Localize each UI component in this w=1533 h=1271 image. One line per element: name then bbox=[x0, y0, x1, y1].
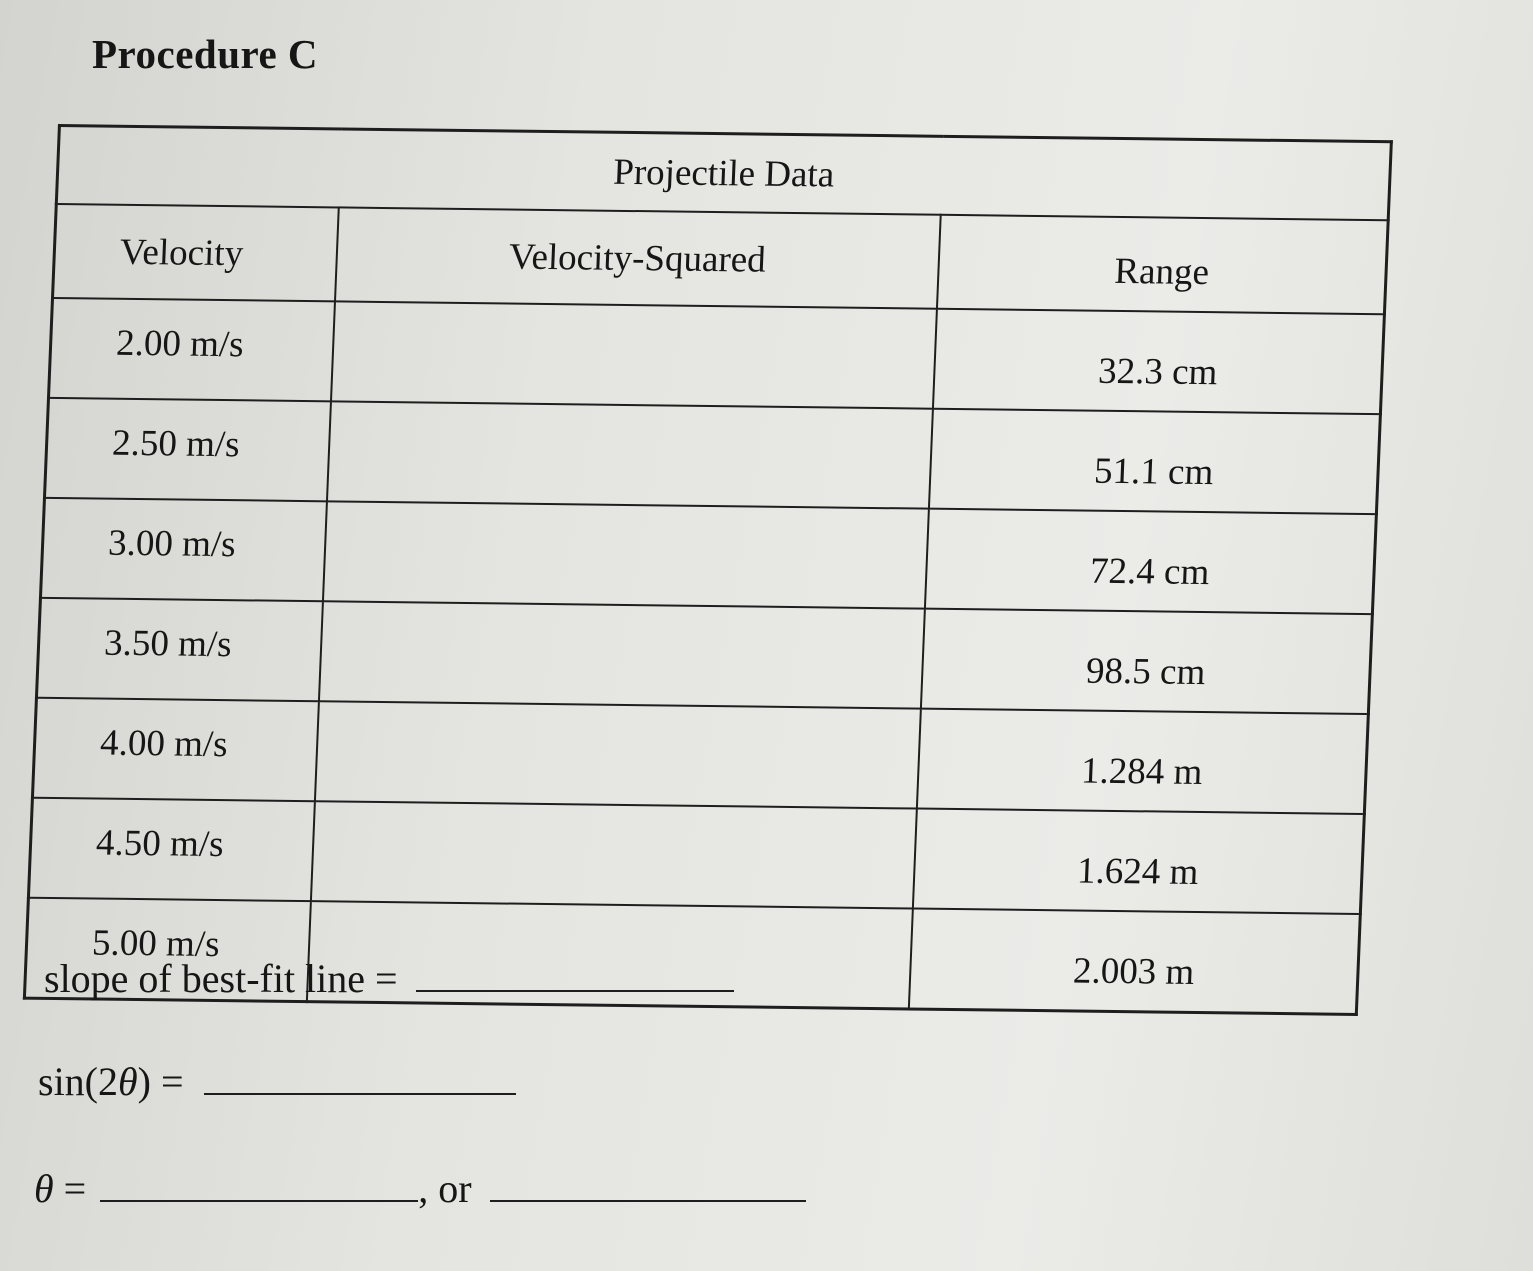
velocity-cell: 3.50 m/s bbox=[36, 598, 322, 701]
table-row bbox=[48, 298, 1384, 414]
projectile-data-table bbox=[23, 124, 1393, 1016]
table-header-row bbox=[53, 204, 1389, 314]
theta-answer-blank-2[interactable] bbox=[490, 1170, 806, 1202]
range-cell: 32.3 cm bbox=[932, 309, 1384, 414]
range-cell: 51.1 cm bbox=[928, 409, 1380, 514]
velocity-squared-cell[interactable] bbox=[330, 301, 936, 408]
theta-symbol: θ bbox=[34, 1166, 54, 1211]
table-row bbox=[40, 498, 1376, 614]
velocity-squared-cell[interactable] bbox=[326, 401, 932, 508]
projectile-data-table-wrapper bbox=[23, 124, 1390, 1016]
range-cell: 98.5 cm bbox=[920, 609, 1372, 714]
slope-label: slope of best-fit line = bbox=[44, 956, 398, 1001]
header-velocity-squared: Velocity-Squared bbox=[334, 207, 940, 308]
velocity-squared-cell[interactable] bbox=[318, 601, 924, 708]
table-caption: Projectile Data bbox=[56, 126, 1391, 221]
velocity-cell: 5.00 m/s bbox=[24, 898, 310, 1002]
velocity-cell: 2.50 m/s bbox=[44, 398, 330, 501]
velocity-cell: 4.50 m/s bbox=[28, 798, 314, 901]
velocity-cell: 4.00 m/s bbox=[32, 698, 318, 801]
theta-question bbox=[34, 1165, 806, 1212]
table-row bbox=[44, 398, 1380, 514]
sin-question bbox=[38, 1058, 516, 1105]
sin-label-suffix: ) = bbox=[137, 1059, 184, 1104]
table-row bbox=[32, 698, 1368, 814]
velocity-squared-cell[interactable] bbox=[322, 501, 928, 608]
table-row bbox=[28, 798, 1364, 914]
theta-answer-blank-1[interactable] bbox=[100, 1170, 418, 1202]
range-cell: 2.003 m bbox=[908, 908, 1360, 1014]
slope-answer-blank[interactable] bbox=[416, 960, 734, 992]
slope-question bbox=[44, 955, 734, 1002]
or-label: , or bbox=[418, 1166, 472, 1211]
sin-answer-blank[interactable] bbox=[204, 1063, 516, 1095]
range-cell: 72.4 cm bbox=[924, 509, 1376, 614]
theta-equals: = bbox=[63, 1166, 87, 1211]
velocity-squared-cell[interactable] bbox=[310, 801, 916, 908]
sin-label-prefix: sin(2 bbox=[38, 1059, 118, 1104]
range-cell: 1.624 m bbox=[912, 809, 1364, 914]
procedure-heading: Procedure C bbox=[92, 31, 319, 77]
velocity-squared-cell[interactable] bbox=[314, 701, 920, 808]
table-row bbox=[36, 598, 1372, 714]
velocity-cell: 3.00 m/s bbox=[40, 498, 326, 601]
sin-theta-symbol: θ bbox=[118, 1059, 138, 1104]
header-velocity: Velocity bbox=[53, 204, 339, 301]
header-range: Range bbox=[936, 215, 1388, 314]
velocity-cell: 2.00 m/s bbox=[48, 298, 334, 401]
range-cell: 1.284 m bbox=[916, 709, 1368, 814]
